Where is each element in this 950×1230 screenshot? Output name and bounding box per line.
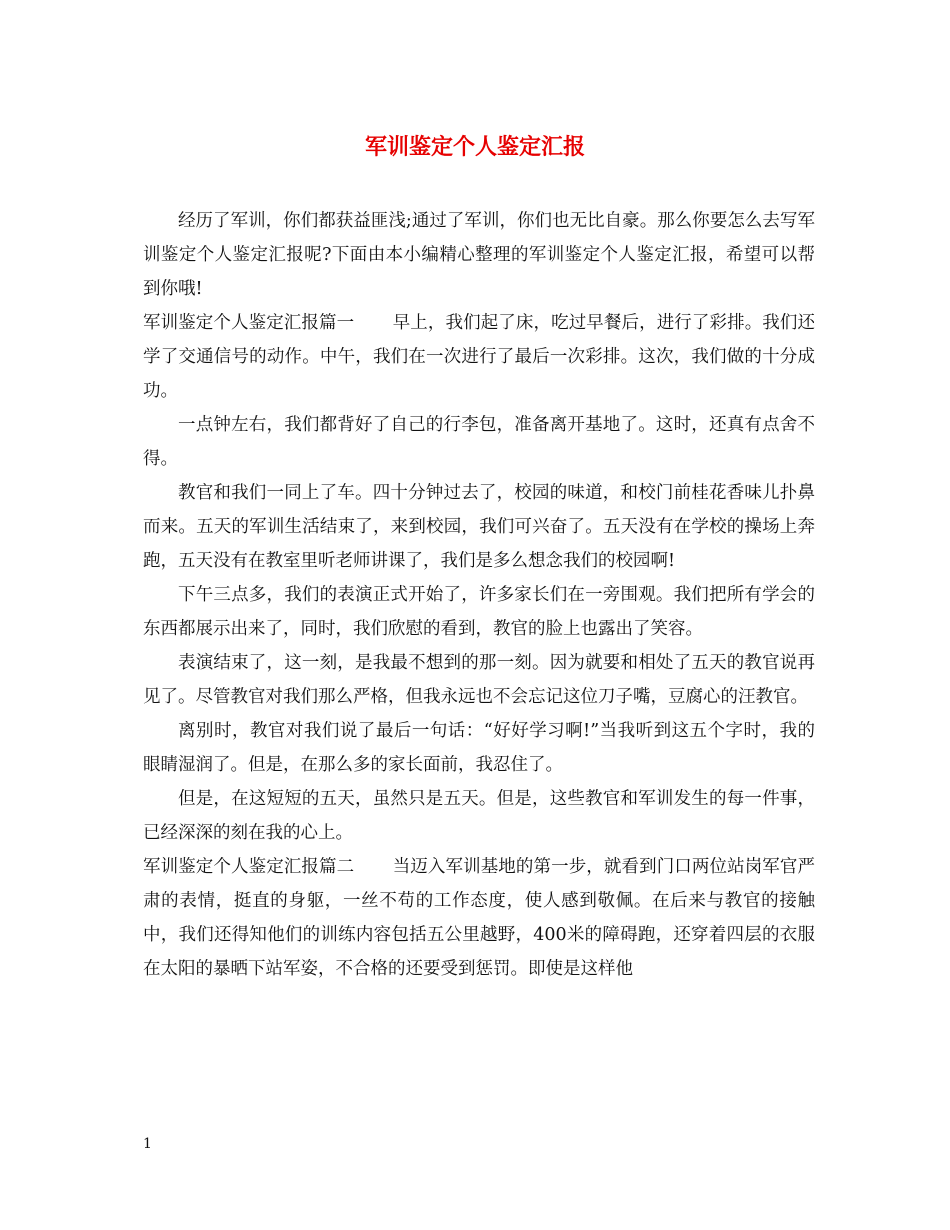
paragraph-2: 一点钟左右，我们都背好了自己的行李包，准备离开基地了。这时，还真有点舍不得。 bbox=[143, 415, 815, 469]
paragraph-intro: 经历了军训，你们都获益匪浅;通过了军训，你们也无比自豪。那么你要怎么去写军训鉴定个人鉴定汇报呢?下面由本小编精心整理的军训鉴定个人鉴定汇报，希望可以帮到你哦! bbox=[143, 211, 815, 299]
section-heading-1: 军训鉴定个人鉴定汇报篇一 bbox=[143, 313, 355, 333]
paragraph-7: 但是，在这短短的五天，虽然只是五天。但是，这些教官和军训发生的每一件事，已经深深的刻在我的心上。 bbox=[143, 789, 815, 843]
paragraph-4: 下午三点多，我们的表演正式开始了，许多家长们在一旁围观。我们把所有学会的东西都展示出来了，同时，我们欣慰的看到，教官的脸上也露出了笑容。 bbox=[143, 585, 815, 639]
paragraph-section-2 bbox=[143, 850, 815, 986]
paragraph-6: 离别时，教官对我们说了最后一句话：“好好学习啊!”当我听到这五个字时，我的眼睛湿润了。但是，在那么多的家长面前，我忍住了。 bbox=[143, 721, 815, 775]
paragraph-section-1 bbox=[143, 306, 815, 408]
section-2-text: 当迈入军训基地的第一步，就看到门口两位站岗军官严肃的表情，挺直的身躯，一丝不苟的工作态度，使人感到敬佩。在后来与教官的接触中，我们还得知他们的训练内容包括五公里越野，400米的障碍跑，还穿着四层的衣服在太阳的暴晒下站军姿，不合格的还要受到惩罚。即使是这样他 bbox=[143, 857, 816, 979]
paragraph-3: 教官和我们一同上了车。四十分钟过去了，校园的味道，和校门前桂花香味儿扑鼻而来。五天的军训生活结束了，来到校园，我们可兴奋了。五天没有在学校的操场上奔跑，五天没有在教室里听老师讲课了，我们是多么想念我们的校园啊! bbox=[143, 483, 815, 571]
page-number: 1 bbox=[143, 1136, 152, 1152]
document-body bbox=[143, 204, 815, 986]
document-title: 军训鉴定个人鉴定汇报 bbox=[364, 134, 585, 160]
paragraph-5: 表演结束了，这一刻，是我最不想到的那一刻。因为就要和相处了五天的教官说再见了。尽管教官对我们那么严格，但我永远也不会忘记这位刀子嘴，豆腐心的汪教官。 bbox=[143, 653, 815, 707]
section-1-text: 早上，我们起了床，吃过早餐后，进行了彩排。我们还学了交通信号的动作。中午，我们在一次进行了最后一次彩排。这次，我们做的十分成功。 bbox=[143, 313, 816, 401]
section-heading-2: 军训鉴定个人鉴定汇报篇二 bbox=[143, 857, 355, 877]
